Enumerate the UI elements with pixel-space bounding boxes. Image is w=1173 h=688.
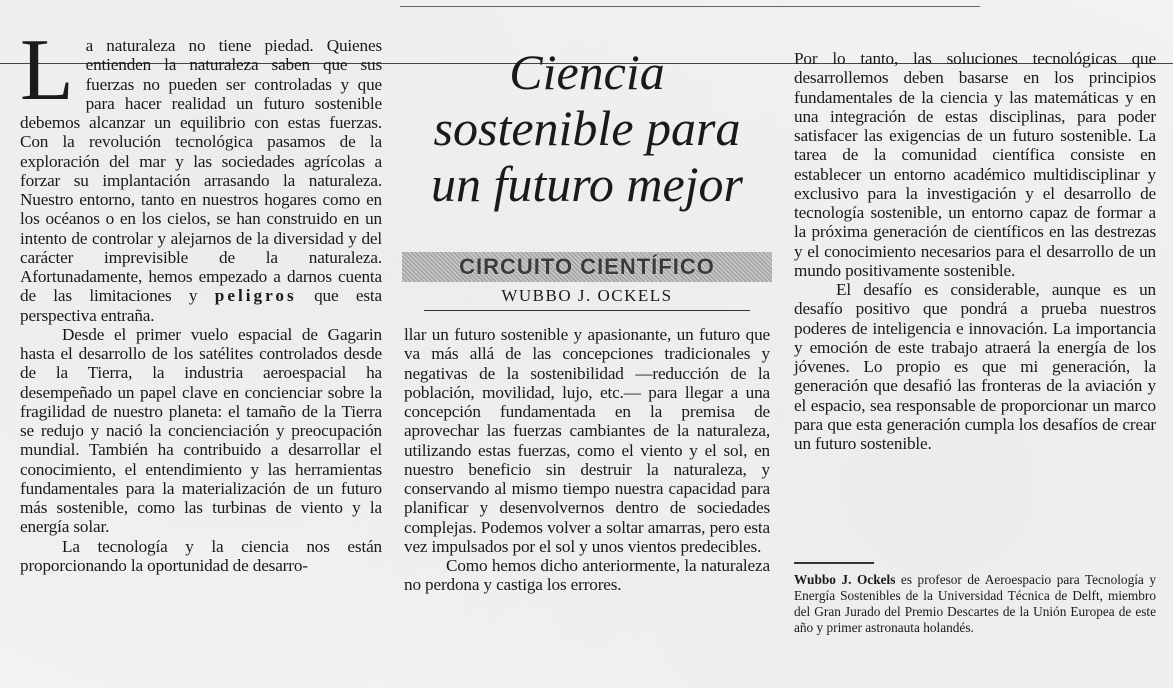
bio-rule bbox=[794, 562, 874, 564]
paragraph: Por lo tanto, las soluciones tecnológicas que desarrollemos deben basarse en los principios fundamentales de la ciencia y las matemáticas y en una integración de estas disciplinas, para poder satisfacer las exigencias de un futuro sostenible. La tarea de la comunidad científica consiste en establecer un entorno académico multidisciplinar y exclusivo para la investigación y el desarrollo de tecnología sostenible, un entorno capaz de formar a la próxima generación de científicos en las destrezas y el conocimiento necesarios para el desarrollo de un mundo positivamente sostenible. bbox=[794, 49, 1156, 280]
paragraph-text: a naturaleza no tiene piedad. Quienes entienden la naturaleza saben que sus fuerzas no pueden ser controladas y que para hacer realidad un futuro sostenible debemos alcanzar un equilibrio con estas fuerzas. Con la revolución tecnológica pasamos de la exploración del mar y las sociedades agrícolas a forzar su implantación arrasando la naturaleza. Nuestro entorno, tanto en nuestros hogares como en los océanos o en los cielos, se han construido en un intento de controlar y alejarnos de la diversidad y del carácter imprevisible de la naturaleza. Afortunadamente, hemos empezado a darnos cuenta de las limitaciones y bbox=[20, 36, 382, 306]
paragraph bbox=[20, 22, 382, 325]
headline-line: sostenible para bbox=[433, 100, 741, 156]
drop-cap: L bbox=[20, 22, 74, 119]
section-label: CIRCUITO CIENTÍFICO bbox=[459, 254, 715, 279]
paragraph: El desafío es considerable, aunque es un desafío positivo que pondrá a prueba nuestros poderes de inteligencia e innovación. La importancia y emoción de este trabajo atraerá la energía de los jóvenes. Lo propio es que mi generación, la generación que desafió las fronteras de la aviación y el espacio, sea responsable de proporcionar un marco para que esta generación cumpla los desafíos de crear un futuro sostenible. bbox=[794, 280, 1156, 453]
headline-line: Ciencia bbox=[509, 44, 665, 100]
paragraph: Desde el primer vuelo espacial de Gagarin hasta el desarrollo de los satélites controlados desde de la Tierra, la industria aeroespacial ha desempeñado un papel clave en concienciar sobre la fragilidad de nuestro planeta: el tamaño de la Tierra se redujo y nació la concienciación y preocupación mundial. También ha contribuido a desarrollar el conocimiento, el entendimiento y las herramientas fundamentales para la materialización de un futuro más sostenible, como las turbinas de viento y la energía solar. bbox=[20, 324, 382, 537]
article-column-right bbox=[794, 49, 1156, 453]
headline-line: un futuro mejor bbox=[430, 156, 744, 212]
top-rule bbox=[400, 6, 980, 7]
byline-rule bbox=[424, 310, 750, 311]
article-column-middle bbox=[404, 325, 770, 595]
article-column-left bbox=[20, 22, 382, 575]
paragraph-text: que esta perspectiva entraña. bbox=[20, 286, 382, 325]
emphasized-word: peligros bbox=[214, 286, 297, 306]
section-banner bbox=[402, 252, 772, 282]
author-byline: WUBBO J. OCKELS bbox=[501, 286, 673, 305]
bio-text: es profesor de Aeroespacio para Tecnología y Energía Sostenibles de la Universidad Técnica de Delft, miembro del Gran Jurado del Premio Descartes de la Unión Europea de este año y primer astronauta holandés. bbox=[794, 572, 1157, 635]
bio-author-name: Wubbo J. Ockels bbox=[794, 572, 896, 587]
paragraph: La tecnología y la ciencia nos están proporcionando la oportunidad de desarro- bbox=[20, 536, 382, 575]
article-headline bbox=[404, 44, 770, 212]
paragraph: llar un futuro sostenible y apasionante, un futuro que va más allá de las concepciones tradicionales y negativas de la sostenibilidad —reducción de la población, movilidad, lujo, etc.— para llegar a una concepción fundamentada en la premisa de aprovechar las fuerzas cambiantes de la naturaleza, utilizando estas fuerzas, como el viento y el sol, en nuestro beneficio sin destruir la naturaleza, y conservando al mismo tiempo nuestra capacidad para planificar y desenvolvernos dentro de sociedades complejas. Podemos volver a soltar amarras, pero esta vez impulsados por el sol y unos vientos predecibles. bbox=[404, 325, 770, 556]
paragraph: Como hemos dicho anteriormente, la naturaleza no perdona y castiga los errores. bbox=[404, 556, 770, 595]
author-bio bbox=[794, 572, 1156, 636]
